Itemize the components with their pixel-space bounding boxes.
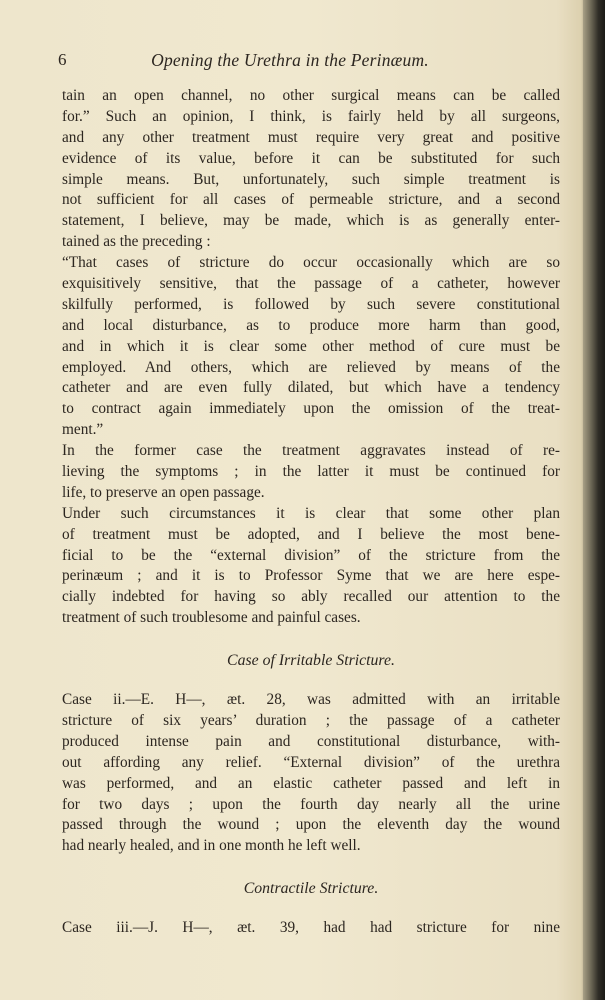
text-line: lieving the symptoms ; in the latter it must be continued for bbox=[62, 463, 560, 481]
case-line: Case iii.—J. H—, æt. 39, had had stricture for nine bbox=[62, 919, 560, 937]
case-line: out affording any relief. “External division” of the urethra bbox=[62, 753, 560, 771]
quote-line: catheter and are even fully dilated, but which have a tendency bbox=[62, 379, 560, 397]
text-line: treatment of such troublesome and painful cases. bbox=[62, 609, 361, 627]
quote-line: “That cases of stricture do occur occasionally which are so bbox=[62, 254, 560, 272]
text-line: life, to preserve an open passage. bbox=[62, 483, 265, 501]
quote-line: and local disturbance, as to produce more harm than good, bbox=[62, 316, 560, 334]
case-line: Case ii.—E. H—, æt. 28, was admitted with an irritable bbox=[62, 691, 560, 709]
text-line: tain an open channel, no other surgical means can be called bbox=[62, 87, 560, 104]
text-line: for.” Such an opinion, I think, is fairly held by all surgeons, bbox=[62, 107, 560, 125]
case-line: passed through the wound ; upon the eleventh day the wound bbox=[62, 816, 560, 834]
text-line: simple means. But, unfortunately, such simple treatment is bbox=[62, 170, 560, 188]
running-title: Opening the Urethra in the Perinæum. bbox=[151, 50, 429, 70]
case-line: produced intense pain and constitutional disturbance, with- bbox=[62, 732, 560, 750]
text-line: In the former case the treatment aggravates instead of re- bbox=[62, 442, 560, 460]
quote-line: to contract again immediately upon the omission of the treat- bbox=[62, 400, 560, 418]
quote-line: skilfully performed, is followed by such severe constitutional bbox=[62, 295, 560, 313]
case-line: had nearly healed, and in one month he left well. bbox=[62, 837, 361, 855]
book-spine bbox=[583, 0, 605, 1000]
text-line: tained as the preceding : bbox=[62, 233, 211, 251]
text-line: not sufficient for all cases of permeable stricture, and a second bbox=[62, 191, 560, 209]
quote-line: employed. And others, which are relieved by means of the bbox=[62, 358, 560, 376]
section-heading-contractile-stricture: Contractile Stricture. bbox=[243, 880, 379, 898]
text-line: perinæum ; and it is to Professor Syme that we are here espe- bbox=[62, 567, 560, 585]
page-header bbox=[58, 50, 562, 74]
text-line: evidence of its value, before it can be substituted for such bbox=[62, 149, 560, 167]
text-line: cially indebted for having so ably recalled our attention to the bbox=[62, 588, 560, 606]
text-line: Under such circumstances it is clear that some other plan bbox=[62, 504, 560, 522]
text-line: statement, I believe, may be made, which is as generally enter- bbox=[62, 212, 560, 230]
text-line: and any other treatment must require very great and positive bbox=[62, 128, 560, 146]
case-line: was performed, and an elastic catheter passed and left in bbox=[62, 774, 560, 792]
page-number: 6 bbox=[58, 50, 67, 69]
quote-line: and in which it is clear some other method of cure must be bbox=[62, 337, 560, 355]
quote-line: exquisitively sensitive, that the passage of a catheter, however bbox=[62, 275, 560, 293]
quote-line: ment.” bbox=[62, 421, 104, 439]
section-heading-irritable-stricture: Case of Irritable Stricture. bbox=[227, 652, 395, 670]
text-line: ficial to be the “external division” of the stricture from the bbox=[62, 546, 560, 564]
text-line: of treatment must be adopted, and I believe the most bene- bbox=[62, 525, 560, 543]
case-line: stricture of six years’ duration ; the passage of a catheter bbox=[62, 711, 560, 729]
case-line: for two days ; upon the fourth day nearly all the urine bbox=[62, 795, 560, 813]
page-body bbox=[62, 86, 560, 939]
